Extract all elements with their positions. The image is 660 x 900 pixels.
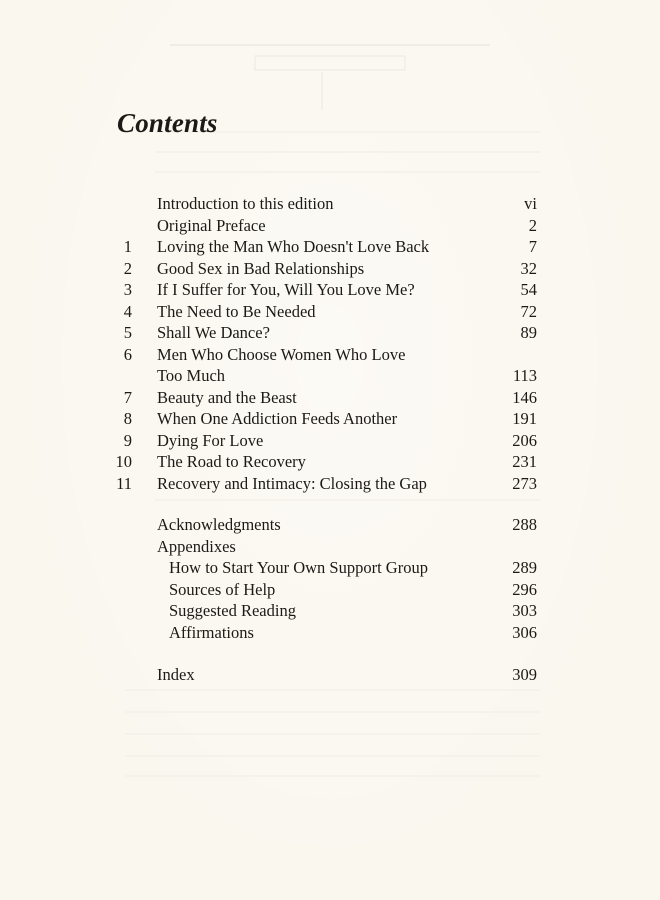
chapter-number: 10 [115, 452, 132, 471]
chapter-number: 5 [123, 323, 132, 342]
toc-back-entry [0, 514, 660, 536]
entry-title: Affirmations [169, 622, 254, 642]
toc-back-entry [0, 557, 660, 579]
entry-title: When One Addiction Feeds Another [157, 409, 398, 428]
entry-title: Dying For Love [157, 430, 264, 450]
entry-title: Suggested Reading [169, 601, 296, 620]
chapter-number: 11 [116, 473, 132, 493]
toc-entry [0, 215, 660, 237]
entry-title: Recovery and Intimacy: Closing the Gap [157, 473, 427, 493]
toc-entry [0, 344, 660, 366]
entry-title: Loving the Man Who Doesn't Love Back [157, 237, 430, 256]
toc-back-entry [0, 579, 660, 601]
chapter-number: 4 [123, 301, 132, 321]
entry-title: How to Start Your Own Support Group [169, 558, 428, 577]
entry-title: Acknowledgments [157, 515, 281, 534]
chapter-number: 8 [123, 409, 132, 428]
page-number: 89 [520, 323, 537, 342]
page-number: 146 [512, 387, 537, 407]
toc-entry [0, 451, 660, 473]
toc-entry [0, 473, 660, 495]
entry-title: Original Preface [157, 215, 266, 235]
page-number: 2 [528, 215, 537, 235]
entry-title: Appendixes [157, 536, 236, 556]
page-number: 113 [512, 366, 537, 385]
entry-title: Good Sex in Bad Relationships [157, 258, 365, 278]
entry-title: Too Much [157, 366, 226, 385]
page-number: 191 [512, 409, 537, 428]
entry-title: If I Suffer for You, Will You Love Me? [157, 280, 415, 299]
toc-back-entry [0, 622, 660, 644]
toc-entry [0, 301, 660, 323]
entry-title: The Need to Be Needed [157, 301, 316, 321]
page-number: 32 [520, 258, 537, 278]
chapter-number: 9 [123, 430, 132, 450]
chapter-number: 6 [123, 344, 132, 364]
toc-entry [0, 322, 660, 344]
page-number: 306 [512, 622, 537, 642]
toc-back-entry [0, 600, 660, 622]
page-number: 303 [512, 601, 537, 620]
page-number: 288 [512, 515, 537, 534]
chapter-number: 2 [123, 258, 132, 278]
page-number: 206 [512, 430, 537, 450]
page-number: 309 [512, 665, 537, 684]
contents-heading: Contents [117, 108, 218, 138]
page-number: 54 [520, 280, 537, 299]
toc-entry [0, 365, 660, 387]
toc-entry [0, 236, 660, 258]
toc-back-entry [0, 536, 660, 558]
entry-title: The Road to Recovery [157, 452, 306, 471]
page-number: vi [524, 194, 537, 213]
toc-entry [0, 258, 660, 280]
entry-title: Beauty and the Beast [157, 387, 297, 407]
toc-entry [0, 387, 660, 409]
toc-entry [0, 408, 660, 430]
page-number: 7 [528, 237, 537, 256]
entry-title: Sources of Help [169, 579, 276, 599]
toc-entry [0, 430, 660, 452]
page-number: 273 [512, 473, 537, 493]
page-number: 72 [520, 301, 537, 321]
entry-title: Introduction to this edition [157, 194, 334, 213]
entry-title: Index [157, 665, 195, 684]
page-number: 289 [512, 558, 537, 577]
page-number: 296 [512, 579, 537, 599]
toc-entry [0, 279, 660, 301]
toc-back-entry [0, 664, 660, 686]
entry-title: Shall We Dance? [157, 323, 270, 342]
chapter-number: 7 [123, 387, 132, 407]
entry-title: Men Who Choose Women Who Love [157, 344, 406, 364]
toc-entry [0, 193, 660, 215]
page-number: 231 [512, 452, 537, 471]
chapter-number: 1 [123, 237, 132, 256]
chapter-number: 3 [123, 280, 132, 299]
